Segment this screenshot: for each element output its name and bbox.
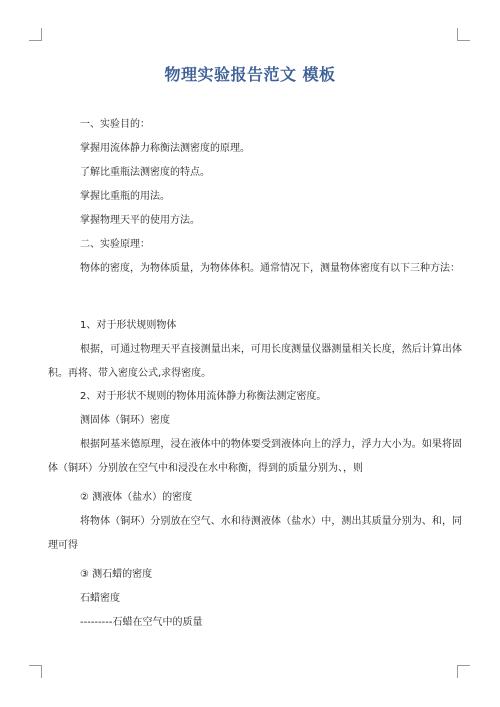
crop-mark-bottom-right [457, 665, 470, 678]
paragraph: 掌握物理天平的使用方法。 [80, 215, 200, 226]
section-heading-principle: 二、实验原理： [80, 239, 150, 250]
paragraph: 根据，可通过物理天平直接测量出来，可用长度测量仪器测量相关长度，然后计算出体积。再将、带入密度公式,求得密度。 [48, 344, 462, 379]
paragraph: ③ 测石蜡的密度 [80, 569, 153, 580]
paragraph: 1、对于形状规则物体 [80, 320, 177, 331]
paragraph: 掌握比重瓶的用法。 [80, 191, 170, 202]
crop-mark-top-left [29, 28, 42, 41]
crop-mark-top-right [457, 28, 470, 41]
paragraph: 根据阿基米德原理，浸在液体中的物体要受到液体向上的浮力，浮力大小为。如果将固体（铜环）分别放在空气中和浸没在水中称衡，得到的质量分别为、，则 [48, 439, 462, 474]
paragraph: 了解比重瓶法测密度的特点。 [80, 167, 210, 178]
paragraph: 掌握用流体静力称衡法测密度的原理。 [80, 143, 250, 154]
paragraph: 测固体（铜环）密度 [80, 415, 170, 426]
section-heading-purpose: 一、实验目的： [80, 119, 150, 130]
document-title: 物理实验报告范文 模板 [164, 65, 336, 84]
paragraph: 2、对于形状不规则的物体用流体静力称衡法测定密度。 [80, 391, 327, 402]
crop-mark-bottom-left [29, 665, 42, 678]
paragraph: 石蜡密度 [80, 593, 120, 604]
paragraph: ---------石蜡在空气中的质量 [80, 617, 203, 628]
paragraph: ② 测液体（盐水）的密度 [80, 492, 193, 503]
paragraph: 将物体（铜环）分别放在空气、水和待测液体（盐水）中，测出其质量分别为、和，同理可得 [48, 516, 462, 551]
paragraph: 物体的密度，为物体质量，为物体体积。通常情况下，测量物体密度有以下三种方法： [80, 263, 460, 274]
